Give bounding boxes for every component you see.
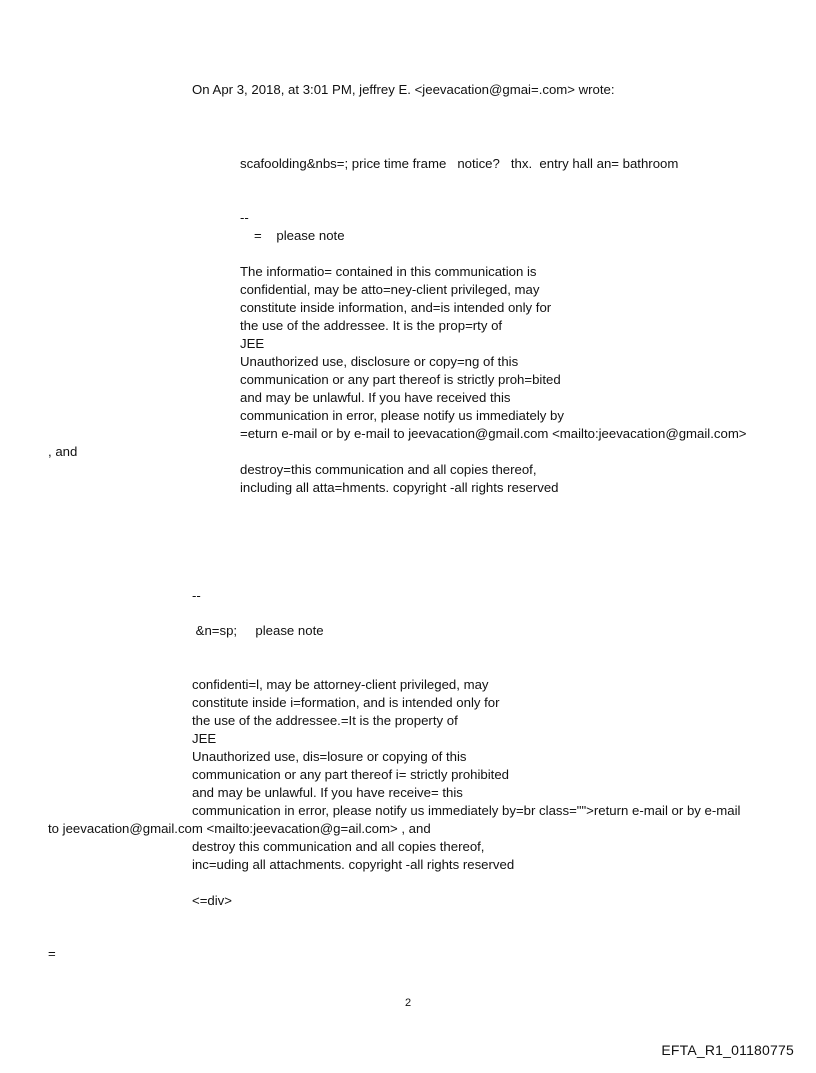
trailing-equals: = (48, 946, 56, 961)
outer-signature-dashes: -- (192, 588, 201, 603)
outer-disclaimer-line: JEE (192, 731, 217, 746)
outer-disclaimer-line: constitute inside i=formation, and is intended only for (192, 695, 500, 710)
inner-disclaimer-line: constitute inside information, and=is intended only for (240, 300, 552, 315)
inner-disclaimer-line: including all atta=hments. copyright -all rights reserved (240, 480, 559, 495)
inner-disclaimer-line: confidential, may be atto=ney-client privileged, may (240, 282, 540, 297)
outer-disclaimer-line: and may be unlawful. If you have receive= this (192, 785, 463, 800)
outer-disclaimer-line: inc=uding all attachments. copyright -all rights reserved (192, 857, 515, 872)
inner-disclaimer-line: and may be unlawful. If you have received this (240, 390, 511, 405)
outer-disclaimer-line: the use of the addressee.=It is the property of (192, 713, 458, 728)
outer-disclaimer-line: Unauthorized use, dis=losure or copying of this (192, 749, 467, 764)
outer-disclaimer-wrap: to jeevacation@gmail.com <mailto:jeevacation@g=ail.com> , and (48, 821, 431, 836)
inner-disclaimer-line: JEE (240, 336, 265, 351)
email-header-line: On Apr 3, 2018, at 3:01 PM, jeffrey E. <jeevacation@gmai=.com> wrote: (192, 82, 615, 97)
inner-disclaimer-line: destroy=this communication and all copies thereof, (240, 462, 537, 477)
outer-disclaimer-line: destroy this communication and all copies thereof, (192, 839, 485, 854)
div-tag-text: <=div> (192, 893, 232, 908)
outer-disclaimer-line: communication or any part thereof i= strictly prohibited (192, 767, 510, 782)
inner-disclaimer-line: communication in error, please notify us immediately by (240, 408, 564, 423)
inner-message-body: scafoolding&nbs=; price time frame notice? thx. entry hall an= bathroom (240, 156, 679, 171)
outer-disclaimer-line: confidenti=l, may be attorney-client privileged, may (192, 677, 489, 692)
inner-signature-dashes: -- (240, 210, 249, 225)
inner-disclaimer-line: communication or any part thereof is strictly proh=bited (240, 372, 561, 387)
inner-please-note: = please note (254, 228, 345, 243)
inner-disclaimer-line: the use of the addressee. It is the prop=rty of (240, 318, 503, 333)
outer-please-note: &n=sp; please note (192, 623, 324, 638)
inner-disclaimer-line: =eturn e-mail or by e-mail to jeevacation@gmail.com <mailto:jeevacation@gmail.com> (240, 426, 747, 441)
inner-disclaimer-line: The informatio= contained in this communication is (240, 264, 537, 279)
page-number: 2 (404, 997, 412, 1009)
bates-number: EFTA_R1_01180775 (661, 1042, 794, 1058)
inner-disclaimer-line: Unauthorized use, disclosure or copy=ng of this (240, 354, 519, 369)
outer-disclaimer-line: communication in error, please notify us immediately by=br class="">return e-mail or by e-mail (192, 803, 741, 818)
inner-disclaimer-wrap: , and (48, 444, 78, 459)
